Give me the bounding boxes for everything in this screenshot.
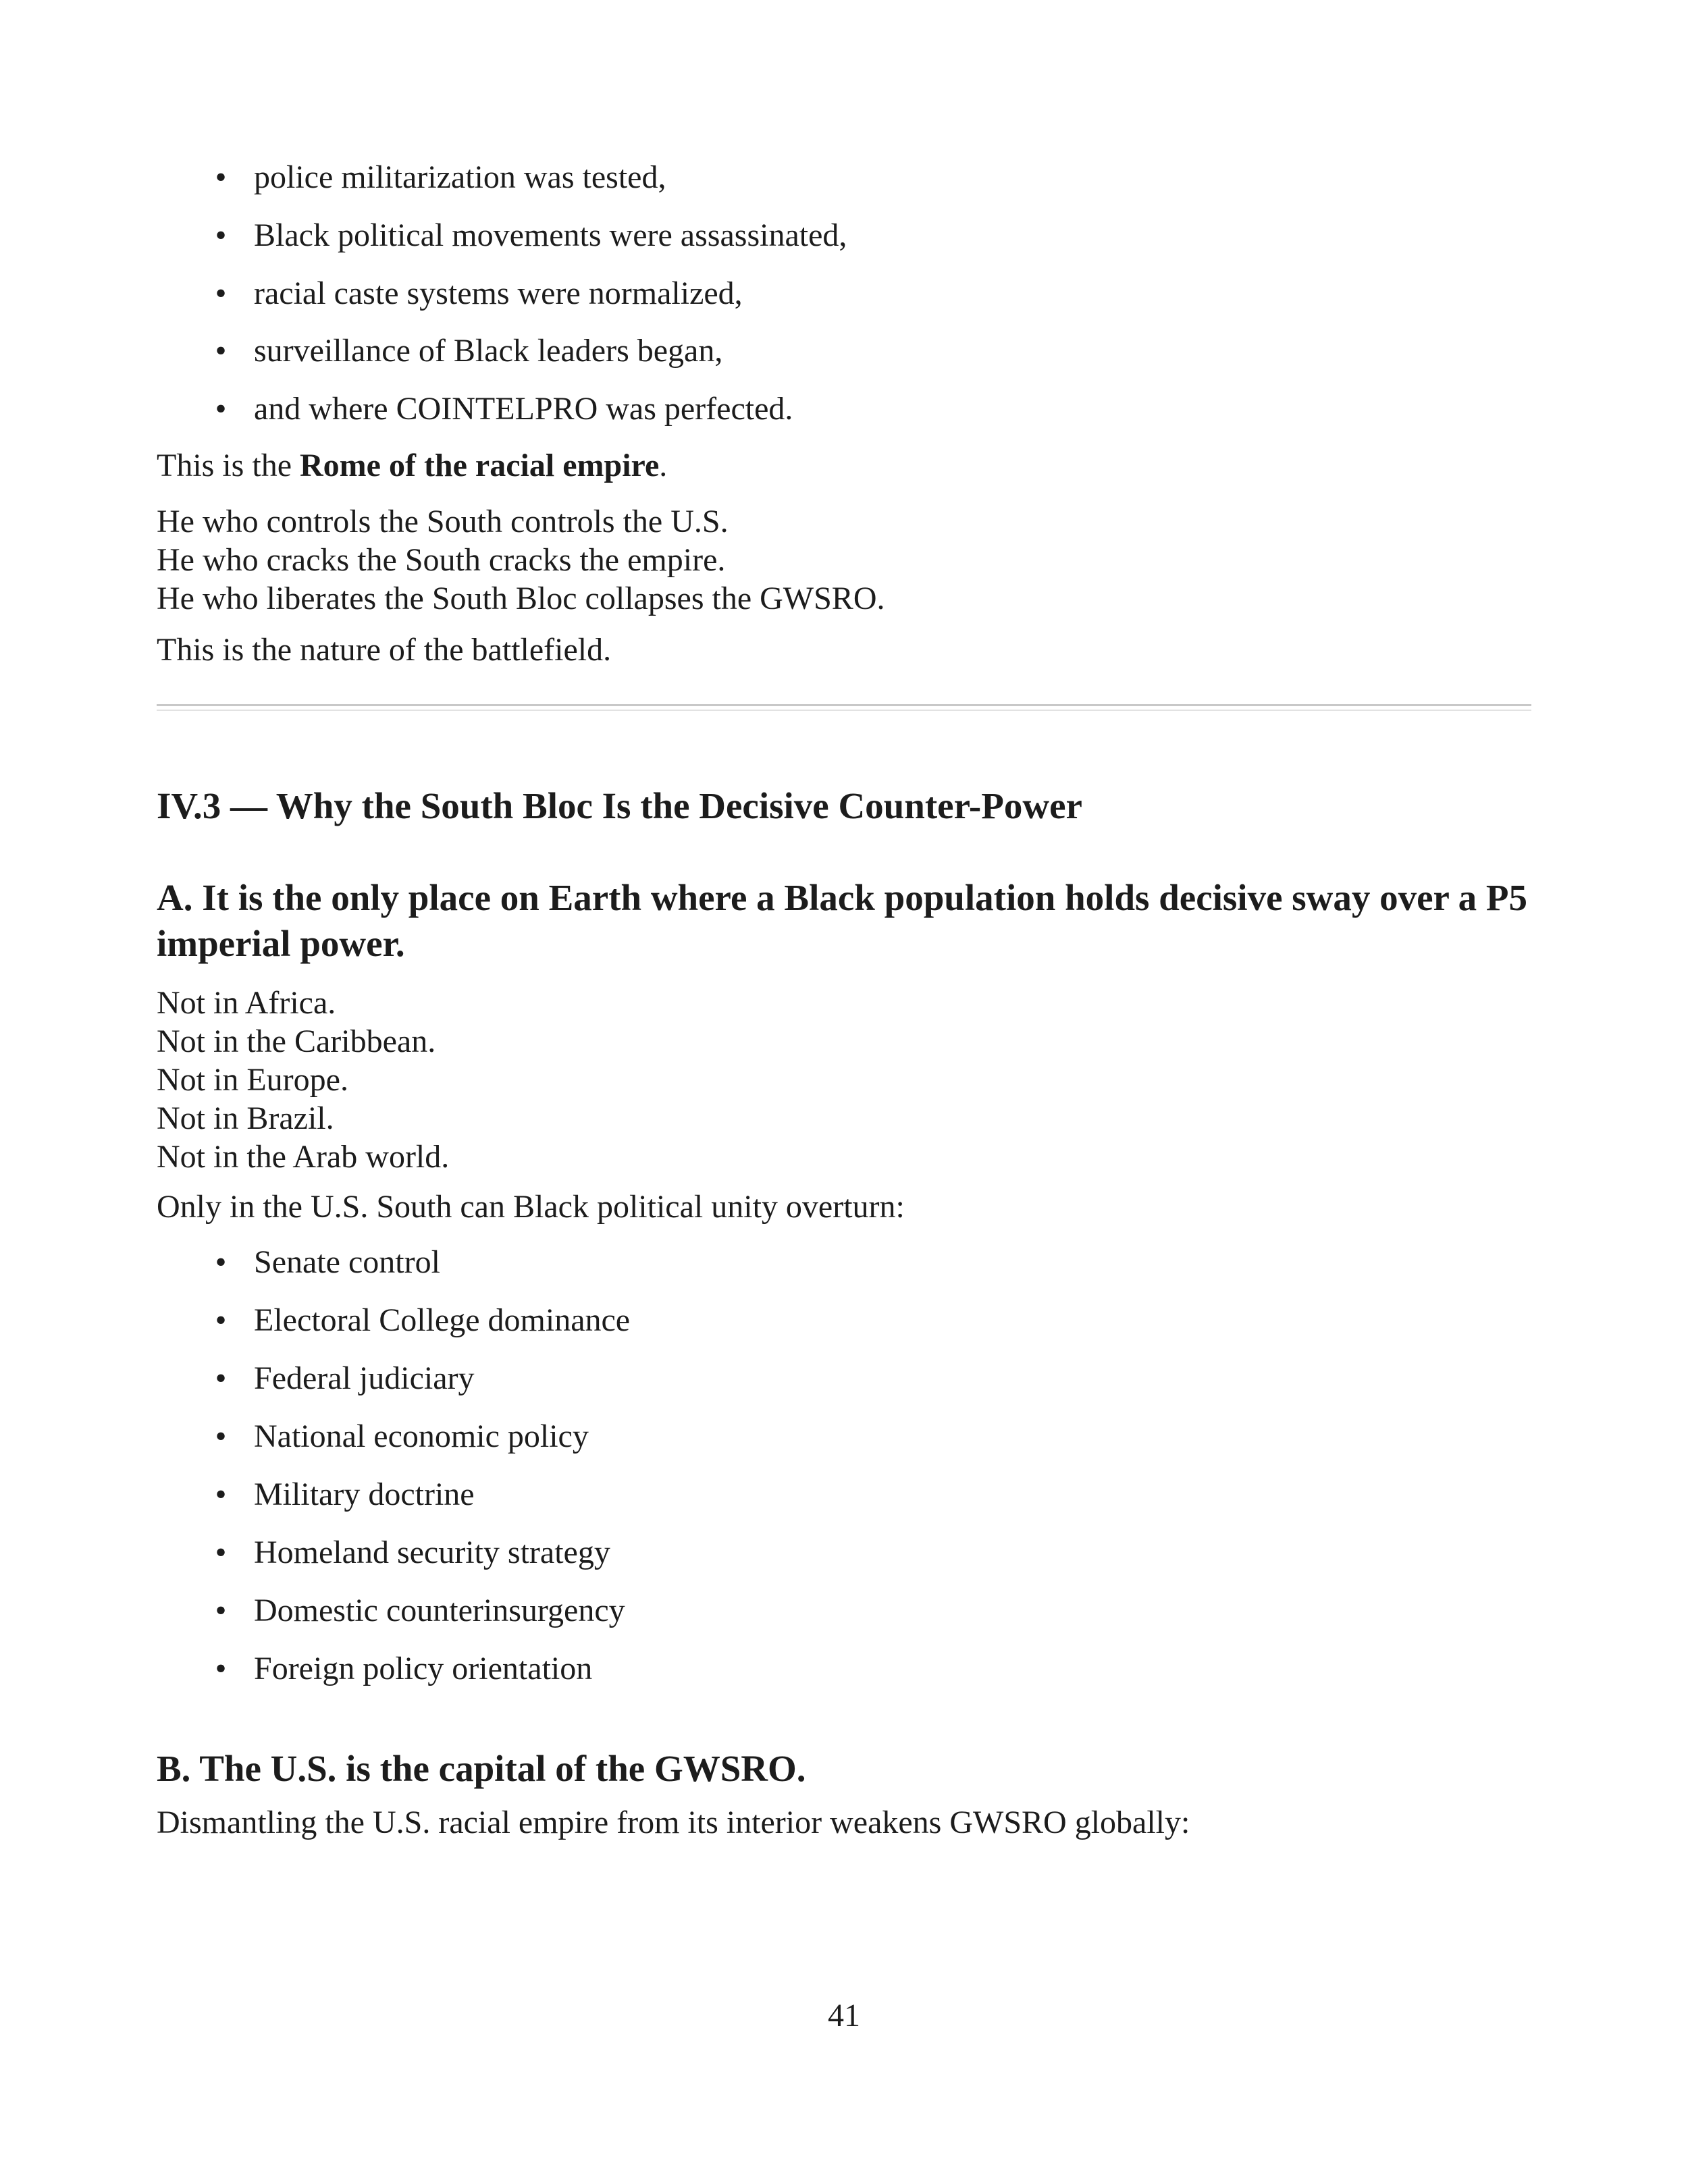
not-in-line: Not in the Caribbean.	[157, 1023, 436, 1059]
bullet-icon: •	[215, 1476, 227, 1512]
bullet-icon: •	[215, 159, 227, 195]
list-item-text: Federal judiciary	[254, 1360, 475, 1396]
controls-line: He who controls the South controls the U.S.	[157, 504, 729, 539]
list-item-text: surveillance of Black leaders began,	[254, 333, 723, 369]
bullet-icon: •	[215, 1593, 227, 1628]
list-item-text: Domestic counterinsurgency	[254, 1593, 625, 1628]
bullet-icon: •	[215, 1651, 227, 1686]
not-in-line: Not in the Arab world.	[157, 1139, 450, 1175]
rome-prefix: This is the	[157, 448, 300, 483]
list-item-text: Senate control	[254, 1244, 440, 1280]
bullet-icon: •	[215, 1244, 227, 1280]
not-in-line: Not in Europe.	[157, 1062, 348, 1098]
bullet-icon: •	[215, 1418, 227, 1454]
bullet-icon: •	[215, 391, 227, 427]
battlefield-paragraph: This is the nature of the battlefield.	[157, 632, 612, 668]
not-in-line: Not in Africa.	[157, 985, 336, 1021]
overturn-intro: Only in the U.S. South can Black political unity overturn:	[157, 1189, 905, 1225]
list-item-text: National economic policy	[254, 1418, 589, 1454]
subsection-a-heading: A. It is the only place on Earth where a Black population holds decisive sway over a P5 imperial power.	[157, 877, 1528, 964]
bullet-icon: •	[215, 275, 227, 311]
list-item-text: Military doctrine	[254, 1476, 475, 1512]
list-item-text: Electoral College dominance	[254, 1302, 631, 1338]
list-item-text: Foreign policy orientation	[254, 1651, 593, 1686]
list-item-text: Homeland security strategy	[254, 1535, 610, 1570]
controls-line: He who cracks the South cracks the empire.	[157, 542, 726, 578]
rome-suffix: .	[659, 448, 668, 483]
not-in-paragraph	[157, 984, 449, 1176]
bullet-icon: •	[215, 1360, 227, 1396]
not-in-line: Not in Brazil.	[157, 1100, 334, 1136]
list-item-text: and where COINTELPRO was perfected.	[254, 391, 793, 427]
bullet-icon: •	[215, 1535, 227, 1570]
rome-emphasis: Rome of the racial empire	[300, 448, 660, 483]
bullet-icon: •	[215, 1302, 227, 1338]
list-item-text: racial caste systems were normalized,	[254, 275, 743, 311]
section-heading: IV.3 — Why the South Bloc Is the Decisive Counter-Power	[157, 785, 1082, 826]
controls-line: He who liberates the South Bloc collapses the GWSRO.	[157, 581, 885, 616]
section-divider	[157, 704, 1531, 711]
subsection-b-heading: B. The U.S. is the capital of the GWSRO.	[157, 1748, 806, 1789]
subsection-b-paragraph: Dismantling the U.S. racial empire from its interior weakens GWSRO globally:	[157, 1805, 1190, 1840]
rome-paragraph	[157, 447, 667, 485]
controls-paragraph	[157, 502, 885, 618]
list-item-text: police militarization was tested,	[254, 159, 666, 195]
bullet-icon: •	[215, 333, 227, 369]
bullet-icon: •	[215, 217, 227, 253]
list-item-text: Black political movements were assassinated,	[254, 217, 847, 253]
page-number: 41	[828, 1998, 860, 2033]
